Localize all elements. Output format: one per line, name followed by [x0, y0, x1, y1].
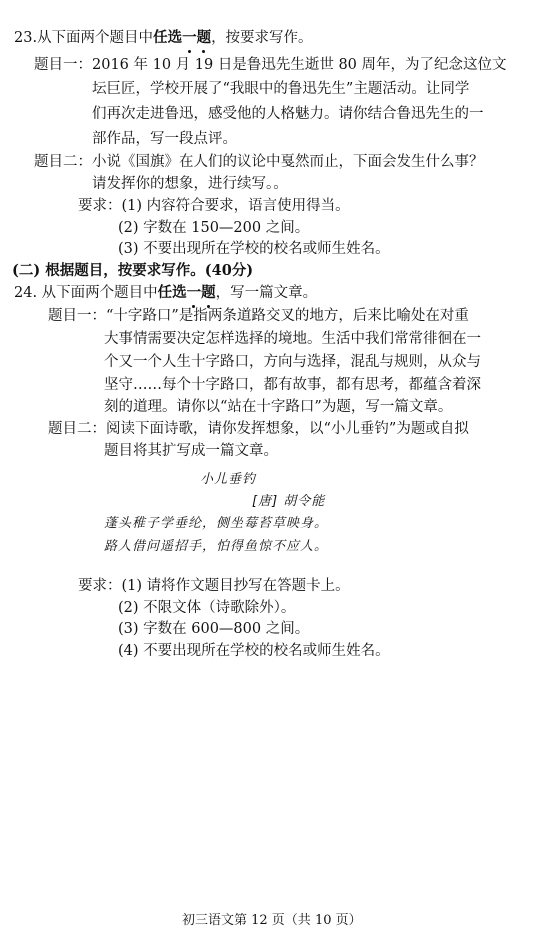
q24-topic1-line2: 大事情需要决定怎样选择的境地。生活中我们常常徘徊在一: [104, 331, 481, 347]
q23-emphasis: 任选一题: [153, 29, 212, 46]
q24-req-2: (2) 不限文体（诗歌除外）。: [118, 600, 296, 616]
poem-line-2: 路人借问遥招手，怕得鱼惊不应人。: [104, 539, 329, 554]
q24-topic2-line2: 题目将其扩写成一篇文章。: [104, 443, 278, 459]
poem-author: [唐] 胡令能: [252, 494, 326, 509]
q23-heading: 23.从下面两个题目中任选一题，按要求写作。: [14, 29, 313, 46]
q23-topic1-line2: 坛巨匠，学校开展了“我眼中的鲁迅先生”主题活动。让同学: [92, 81, 470, 97]
q23-req-1: 要求：(1) 内容符合要求，语言使用得当。: [78, 198, 350, 214]
q23-topic1-line1: 题目一：2016 年 10 月 19 日是鲁迅先生逝世 80 周年，为了纪念这位文: [34, 57, 507, 73]
q23-intro: 从下面两个题目中: [37, 30, 154, 46]
q24-req-4: (4) 不要出现所在学校的校名或师生姓名。: [118, 643, 390, 659]
q23-topic2-line2: 请发挥你的想象，进行续写。。: [92, 176, 288, 192]
q23-topic1-line4: 部作品，写一段点评。: [92, 131, 237, 147]
q23-topic2-line1: 题目二：小说《国旗》在人们的议论中戛然而止，下面会发生什么事？: [34, 154, 484, 170]
q23-req-2: (2) 字数在 150—200 之间。: [118, 220, 310, 236]
poem-title: 小儿垂钓: [200, 472, 257, 487]
q24-emphasis: 任选一题: [157, 284, 216, 301]
poem-line-1: 蓬头稚子学垂纶，侧坐莓苔草映身。: [104, 516, 329, 531]
q24-req-3: (3) 字数在 600—800 之间。: [118, 621, 310, 637]
section2-heading: (二) 根据题目，按要求写作。(40分): [12, 262, 254, 279]
q24-topic1-line4: 坚守……每个十字路口，都有故事，都有思考，都蕴含着深: [104, 377, 481, 393]
q24-intro: 从下面两个题目中: [41, 285, 158, 301]
q24-topic1-line1: 题目一：“十字路口”是指两条道路交叉的地方，后来比喻处在对重: [48, 308, 469, 324]
q24-req-1: 要求：(1) 请将作文题目抄写在答题卡上。: [78, 578, 350, 594]
q23-number: 23.: [14, 30, 38, 46]
q23-req-3: (3) 不要出现所在学校的校名或师生姓名。: [118, 241, 390, 257]
page-footer: 初三语文第 12 页（共 10 页）: [182, 913, 362, 928]
q24-heading: 24. 从下面两个题目中任选一题，写一篇文章。: [14, 284, 318, 301]
q24-topic2-line1: 题目二：阅读下面诗歌，请你发挥想象，以“小儿垂钓”为题或自拟: [48, 421, 469, 437]
q24-number: 24.: [14, 285, 38, 301]
q23-topic1-line3: 们再次走进鲁迅，感受他的人格魅力。请你结合鲁迅先生的一: [92, 106, 484, 122]
q24-topic1-line3: 个又一个人生十字路口，方向与选择，混乱与规则，从众与: [104, 354, 481, 370]
q24-topic1-line5: 刻的道理。请你以“站在十字路口”为题，写一篇文章。: [104, 399, 453, 415]
